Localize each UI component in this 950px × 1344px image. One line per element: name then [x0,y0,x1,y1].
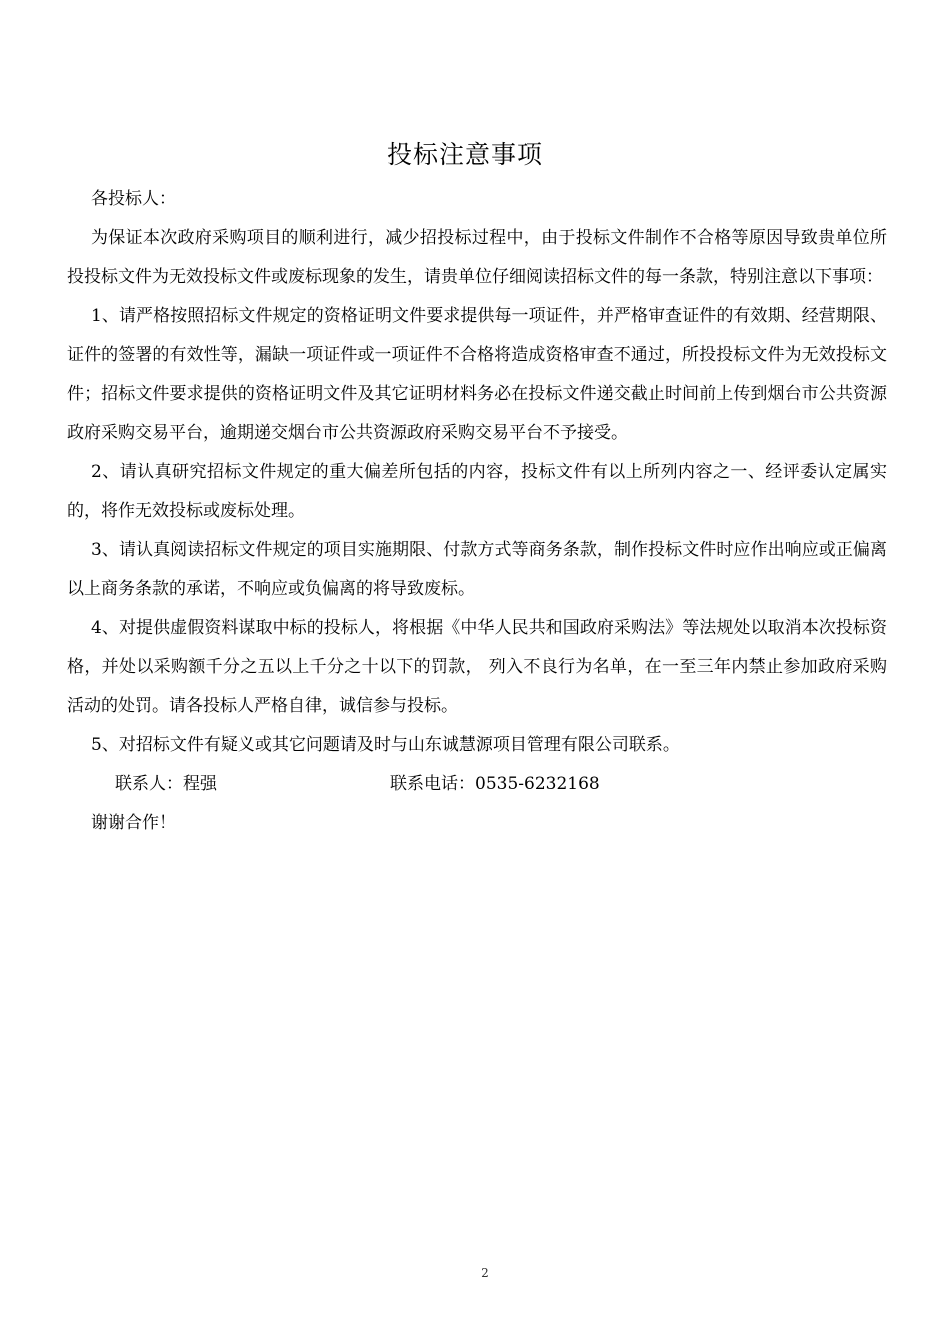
notice-item-5: 5、对招标文件有疑义或其它问题请及时与山东诚慧源项目管理有限公司联系。 [91,735,680,755]
intro-paragraph: 为保证本次政府采购项目的顺利进行，减少招投标过程中，由于投标文件制作不合格等原因导致贵单位所投投标文件为无效投标文件或废标现象的发生，请贵单位仔细阅读招标文件的每一条款，特别注意以下事项： [67,228,887,287]
notice-item-3: 3、请认真阅读招标文件规定的项目实施期限、付款方式等商务条款，制作投标文件时应作出响应或正偏离以上商务条款的承诺，不响应或负偏离的将导致废标。 [67,540,887,599]
contact-person: 联系人：程强 [115,774,217,794]
contact-row [67,765,887,804]
page-number: 2 [481,1266,489,1280]
page-title: 投标注意事项 [386,140,543,169]
document-body [67,180,887,843]
closing-text: 谢谢合作！ [91,813,176,833]
greeting: 各投标人： [91,189,176,209]
notice-item-1: 1、请严格按照招标文件规定的资格证明文件要求提供每一项证件，并严格审查证件的有效期、经营期限、证件的签署的有效性等，漏缺一项证件或一项证件不合格将造成资格审查不通过，所投投标文件为无效投标文件；招标文件要求提供的资格证明文件及其它证明材料务必在投标文件递交截止时间前上传到烟台市公共资源政府采购交易平台，逾期递交烟台市公共资源政府采购交易平台不予接受。 [67,306,887,443]
notice-item-2: 2、请认真研究招标文件规定的重大偏差所包括的内容，投标文件有以上所列内容之一、经评委认定属实的，将作无效投标或废标处理。 [67,462,887,521]
contact-phone: 联系电话：0535-6232168 [390,774,600,794]
notice-item-4: 4、对提供虚假资料谋取中标的投标人，将根据《中华人民共和国政府采购法》等法规处以取消本次投标资格，并处以采购额千分之五以上千分之十以下的罚款， 列入不良行为名单，在一至三年内禁止参加政府采购活动的处罚。请各投标人严格自律，诚信参与投标。 [67,618,887,716]
